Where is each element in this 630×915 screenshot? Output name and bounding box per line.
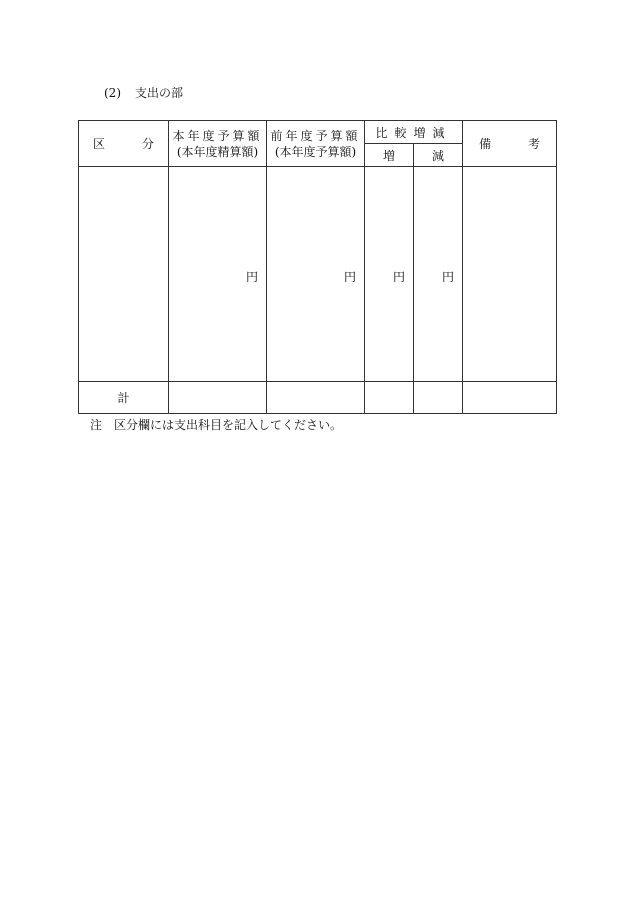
total-row <box>79 382 557 414</box>
expenditure-table <box>78 120 557 414</box>
header-increase: 増 <box>365 144 414 167</box>
header-category-left: 区 <box>93 136 106 151</box>
unit-decrease: 円 <box>442 270 455 284</box>
entry-decrease-cell <box>414 167 463 382</box>
footnote-text: 区分欄には支出科目を記入してください。 <box>114 418 343 432</box>
entry-category-cell <box>79 167 169 382</box>
header-category-right: 分 <box>141 136 154 151</box>
header-current-year-line2: (本年度精算額) <box>176 144 259 159</box>
total-previous-year-cell <box>267 382 365 414</box>
header-decrease: 減 <box>414 144 463 167</box>
total-remarks-cell <box>463 382 557 414</box>
entry-row <box>79 167 557 382</box>
total-decrease-cell <box>414 382 463 414</box>
total-increase-cell <box>365 382 414 414</box>
section-heading: 支出の部 <box>135 86 184 100</box>
header-current-year <box>169 121 267 167</box>
total-current-year-cell <box>169 382 267 414</box>
section-title <box>104 86 183 100</box>
header-remarks-right: 考 <box>528 136 541 151</box>
entry-remarks-cell <box>463 167 557 382</box>
unit-increase: 円 <box>392 270 405 284</box>
header-previous-year-line1: 前年度予算額 <box>270 128 361 143</box>
header-remarks <box>463 121 557 167</box>
footnote <box>90 418 342 432</box>
entry-current-year-cell <box>169 167 267 382</box>
header-previous-year <box>267 121 365 167</box>
header-current-year-line1: 本年度予算額 <box>172 128 263 143</box>
total-label: 計 <box>79 382 169 414</box>
entry-previous-year-cell <box>267 167 365 382</box>
header-row-1 <box>79 121 557 144</box>
footnote-mark: 注 <box>90 418 103 432</box>
unit-previous-year: 円 <box>343 270 356 284</box>
entry-increase-cell <box>365 167 414 382</box>
header-previous-year-line2: (本年度予算額) <box>274 144 357 159</box>
section-number: (2) <box>104 86 121 100</box>
header-comparison: 比較増減 <box>365 121 463 144</box>
header-category <box>79 121 169 167</box>
unit-current-year: 円 <box>245 270 258 284</box>
header-remarks-left: 備 <box>479 136 492 151</box>
